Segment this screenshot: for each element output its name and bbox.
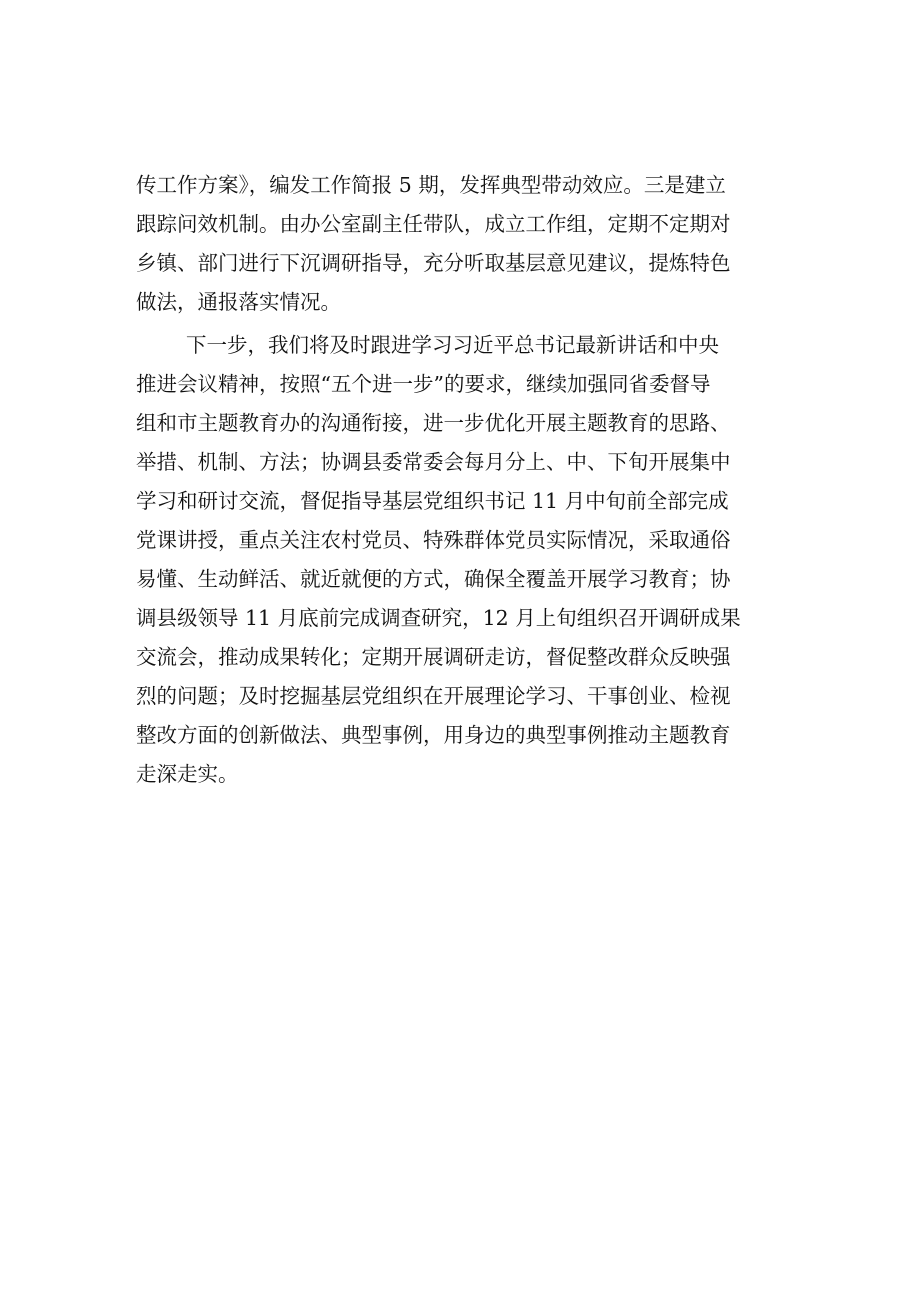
text-line: 党课讲授，重点关注农村党员、特殊群体党员实际情况，采取通俗 — [136, 528, 731, 552]
paragraph-1 — [136, 166, 836, 322]
document-body — [136, 166, 836, 794]
text-line: 举措、机制、方法；协调县委常委会每月分上、中、下旬开展集中 — [136, 450, 731, 474]
text-line: 传工作方案》，编发工作简报 5 期，发挥典型带动效应。三是建立 — [136, 173, 726, 197]
text-line: 推进会议精神，按照“五个进一步”的要求，继续加强同省委督导 — [136, 372, 711, 396]
text-line: 交流会，推动成果转化；定期开展调研走访，督促整改群众反映强 — [136, 645, 731, 669]
text-line: 整改方面的创新做法、典型事例，用身边的典型事例推动主题教育 — [136, 723, 731, 747]
text-line-indented: 下一步，我们将及时跟进学习习近平总书记最新讲话和中央 — [186, 333, 719, 357]
text-line: 学习和研讨交流，督促指导基层党组织书记 11 月中旬前全部完成 — [136, 489, 729, 513]
text-line: 做法，通报落实情况。 — [136, 290, 341, 314]
text-line: 烈的问题；及时挖掘基层党组织在开展理论学习、干事创业、检视 — [136, 684, 731, 708]
text-line: 调县级领导 11 月底前完成调查研究，12 月上旬组织召开调研成果 — [136, 606, 741, 630]
text-line: 易懂、生动鲜活、就近就便的方式，确保全覆盖开展学习教育；协 — [136, 567, 731, 591]
text-line: 组和市主题教育办的沟通衔接，进一步优化开展主题教育的思路、 — [136, 411, 731, 435]
text-line: 走深走实。 — [136, 762, 239, 786]
paragraph-2 — [136, 326, 836, 794]
text-line: 乡镇、部门进行下沉调研指导，充分听取基层意见建议，提炼特色 — [136, 251, 731, 275]
text-line: 跟踪问效机制。由办公室副主任带队，成立工作组，定期不定期对 — [136, 212, 731, 236]
